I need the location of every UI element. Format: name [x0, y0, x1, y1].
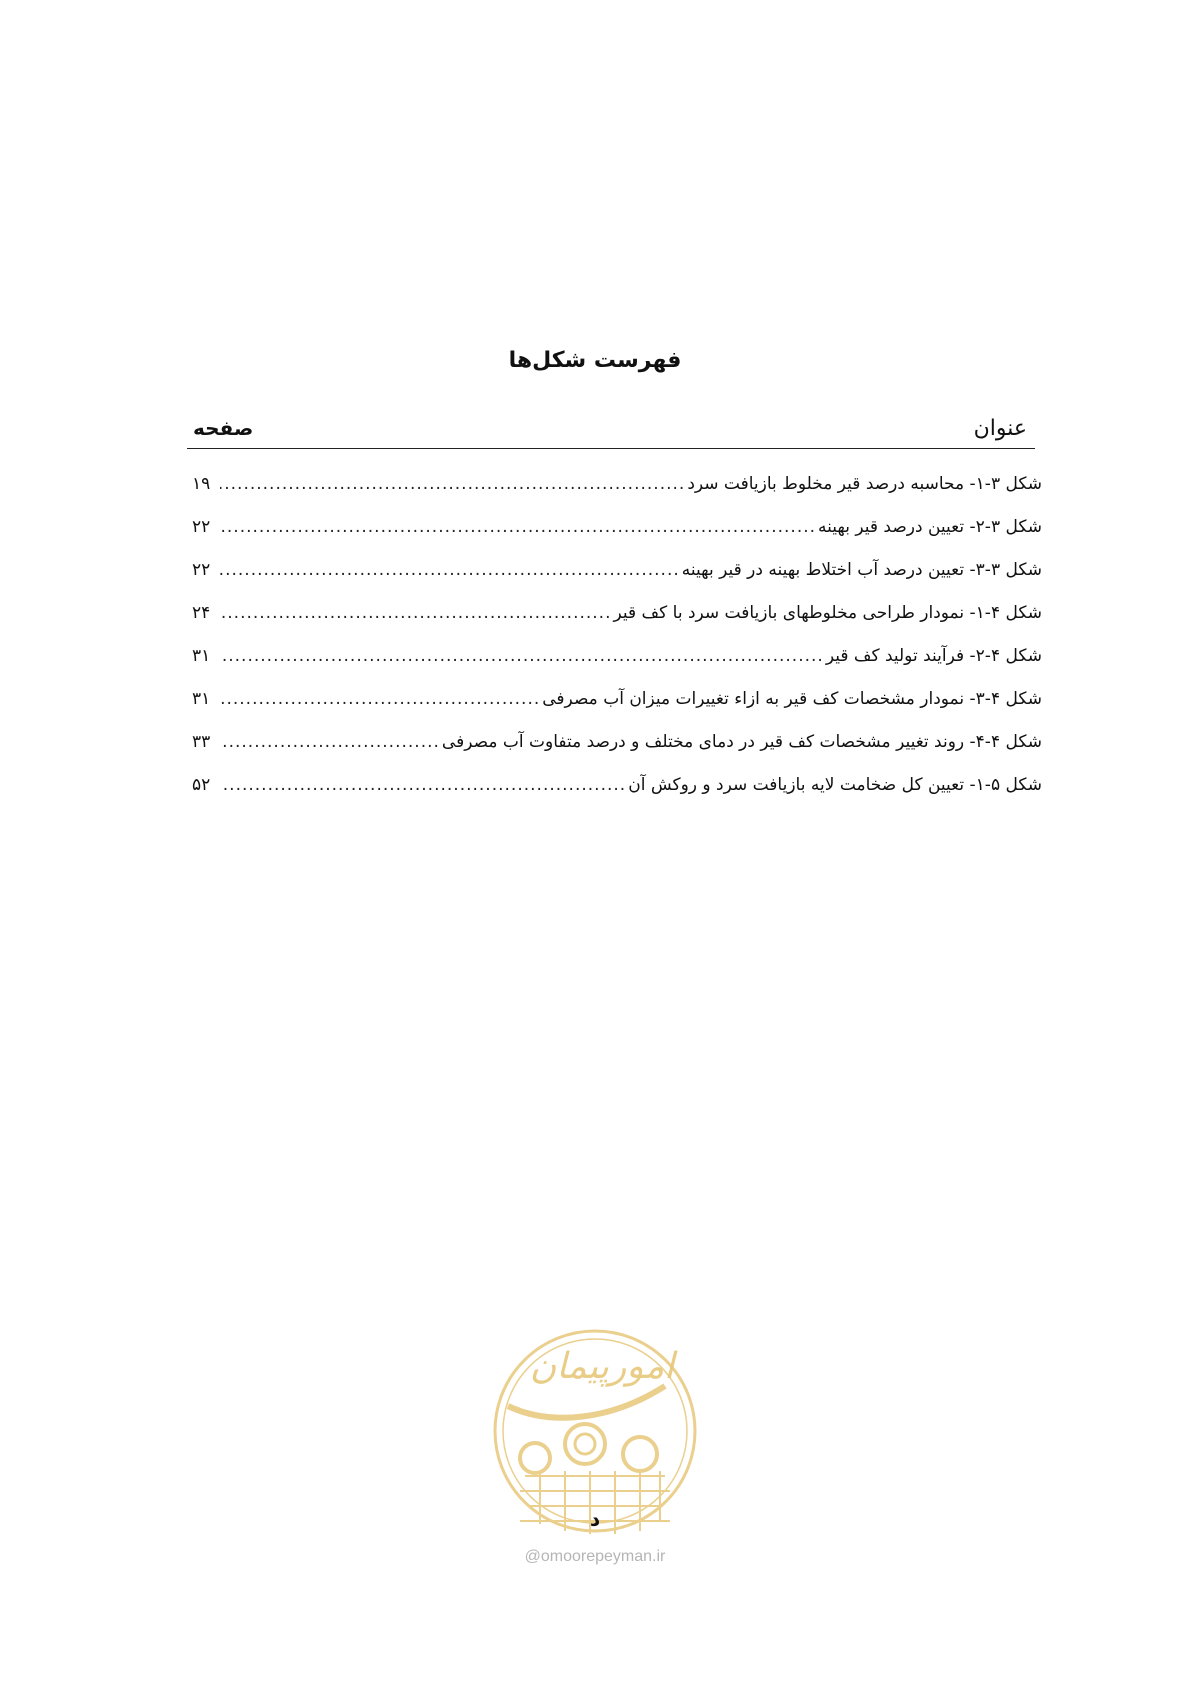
page-number: د [589, 1507, 601, 1531]
list-item[interactable] [192, 603, 1042, 646]
dot-leader [220, 646, 824, 666]
entry-label: شکل ۴-۳- نمودار مشخصات کف قیر به ازاء تغییرات میزان آب مصرفی [542, 689, 1042, 709]
entry-label: شکل ۳-۲- تعیین درصد قیر بهینه [818, 517, 1042, 537]
dot-leader [220, 517, 816, 537]
dot-leader [220, 732, 440, 752]
dot-leader [220, 474, 685, 494]
entry-page: ۳۱ [192, 689, 211, 709]
list-item[interactable] [192, 474, 1042, 517]
page-title: فهرست شکل‌ها [508, 348, 682, 373]
dot-leader [220, 560, 680, 580]
entry-page: ۲۲ [192, 517, 211, 537]
entry-label: شکل ۳-۳- تعیین درصد آب اختلاط بهینه در قیر بهینه [681, 560, 1042, 580]
list-item[interactable] [192, 560, 1042, 603]
dot-leader [220, 775, 626, 795]
dot-leader [220, 603, 612, 623]
figure-list [192, 474, 1042, 818]
entry-label: شکل ۳-۱- محاسبه درصد قیر مخلوط بازیافت سرد [687, 474, 1042, 494]
list-item[interactable] [192, 646, 1042, 689]
entry-label: شکل ۴-۱- نمودار طراحی مخلوطهای بازیافت سرد با کف قیر [613, 603, 1042, 623]
list-item[interactable] [192, 517, 1042, 560]
page-column-label: صفحه [193, 416, 254, 440]
watermark-seal-logo [490, 1326, 700, 1536]
entry-page: ۳۳ [192, 732, 211, 752]
list-item[interactable] [192, 732, 1042, 775]
watermark-text: @omoorepeyman.ir [524, 1548, 666, 1565]
seal-lettering: امورپیمان [529, 1346, 675, 1387]
list-item[interactable] [192, 689, 1042, 732]
entry-label: شکل ۵-۱- تعیین کل ضخامت لایه بازیافت سرد و روکش آن [628, 775, 1042, 795]
entry-page: ۱۹ [192, 474, 211, 494]
entry-label: شکل ۴-۲- فرآیند تولید کف قیر [825, 646, 1042, 666]
entry-page: ۲۲ [192, 560, 211, 580]
entry-page: ۳۱ [192, 646, 211, 666]
toc-header [187, 412, 1035, 449]
list-item[interactable] [192, 775, 1042, 818]
entry-page: ۵۲ [192, 775, 211, 795]
entry-page: ۲۴ [192, 603, 211, 623]
title-column-label: عنوان [973, 416, 1027, 441]
entry-label: شکل ۴-۴- روند تغییر مشخصات کف قیر در دمای مختلف و درصد متفاوت آب مصرفی [441, 732, 1042, 752]
dot-leader [220, 689, 540, 709]
